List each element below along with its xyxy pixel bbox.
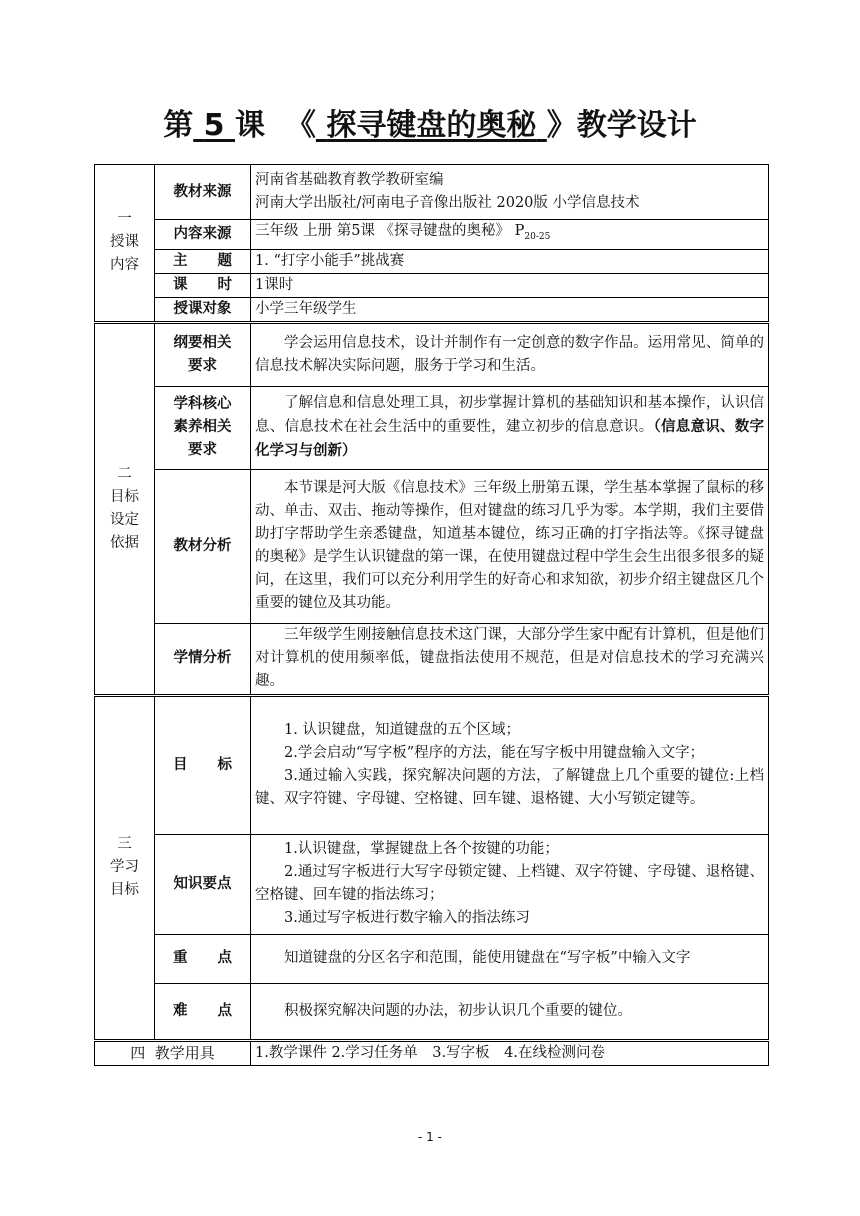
knowledge-item: 2.通过写字板进行大写字母锁定键、上档键、双字符键、字母键、退格键、空格键、回车键的指法练习； (255, 864, 764, 904)
objective-item: 2.学会启动“写字板”程序的方法，能在写字板中用键盘输入文字； (284, 745, 705, 762)
class-hours-value: 1课时 (251, 273, 769, 297)
row-label-topic: 主 题 (155, 249, 251, 273)
textbook-source-line: 河南大学出版社/河南电子音像出版社 2020版 小学信息技术 (255, 195, 640, 211)
syllabus-text: 学会运用信息技术，设计并制作有一定创意的数字作品。运用常见、简单的信息技术解决实际问题，服务于学习和生活。 (251, 322, 769, 386)
row-label-textbook-source: 教材来源 (155, 165, 251, 220)
teaching-tools-value: 1.教学课件 2.学习任务单 3.写字板 4.在线检测问卷 (251, 1040, 769, 1065)
table-row (95, 1040, 769, 1065)
document-title (0, 106, 860, 146)
objective-item: 1. 认识键盘，知道键盘的五个区域； (284, 722, 520, 739)
table-row (95, 983, 769, 1040)
textbook-source-line: 河南省基础教育教学教研室编 (255, 172, 444, 188)
section2-header (95, 322, 155, 695)
section3-number: 三 (117, 836, 132, 853)
section2-name: 目标设定依据 (110, 488, 139, 551)
page-number: - 1 - (418, 1130, 442, 1144)
row-label-class-hours: 课 时 (155, 273, 251, 297)
textbook-analysis-text: 本节课是河大版《信息技术》三年级上册第五课，学生基本掌握了鼠标的移动、单击、双击、拖动等操作，但对键盘的练习几乎为零。本学期，我们主要借助打字帮助学生亲悉键盘，知道基本键位，练习正确的打字指法等。《探寻键盘的奥秘》是学生认识键盘的第一课，在使用键盘过程中学生会生出很多很多的疑问，在这里，我们可以充分利用学生的好奇心和求知欲，初步介绍主键盘区几个重要的键位及其功能。 (251, 469, 769, 623)
row-label-content-source: 内容来源 (155, 220, 251, 250)
lesson-plan-table (94, 164, 769, 1066)
table-row (95, 386, 769, 469)
textbook-source-value (251, 165, 769, 220)
section1-header (95, 165, 155, 323)
objectives-list (251, 695, 769, 834)
key-point-text: 知道键盘的分区名字和范围，能使用键盘在“写字板”中输入文字 (251, 934, 769, 983)
table-row (95, 220, 769, 250)
content-source-text: 三年级 上册 第5课 《探寻键盘的奥秘》 P (255, 223, 525, 239)
section1-name: 授课内容 (110, 234, 139, 274)
row-label-textbook-analysis: 教材分析 (155, 469, 251, 623)
section3-header (95, 695, 155, 1040)
difficulty-text: 积极探究解决问题的办法，初步认识几个重要的键位。 (251, 983, 769, 1040)
row-label-audience: 授课对象 (155, 297, 251, 322)
audience-value: 小学三年级学生 (251, 297, 769, 322)
row-label-key-knowledge: 知识要点 (155, 834, 251, 934)
topic-value: 1. “打字小能手”挑战赛 (251, 249, 769, 273)
section2-number: 二 (117, 465, 132, 482)
section4-header (95, 1040, 251, 1065)
table-row (95, 695, 769, 834)
section1-number: 一 (117, 211, 132, 228)
table-row (95, 934, 769, 983)
row-label-learner-analysis: 学情分析 (155, 623, 251, 695)
table-row (95, 834, 769, 934)
objective-item: 3.通过输入实践，探究解决问题的方法，了解键盘上几个重要的键位:上档键、双字符键、字母键、空格键、回车键、退格键、大小写锁定键等。 (255, 768, 764, 808)
section3-name: 学习目标 (110, 859, 139, 899)
row-label-key-point: 重 点 (155, 934, 251, 983)
lesson-number: 5 (203, 108, 225, 143)
content-source-value (251, 220, 769, 250)
title-prefix: 第 (163, 108, 194, 143)
core-literacy-emphasis: （信息意识、数字化学习与创新） (255, 418, 765, 460)
row-label-syllabus: 纲要相关要求 (155, 322, 251, 386)
table-row (95, 469, 769, 623)
title-suffix: 教学设计 (576, 108, 697, 143)
table-row (95, 165, 769, 220)
section4-name: 教学用具 (154, 1043, 215, 1062)
table-row (95, 297, 769, 322)
key-knowledge-list (251, 834, 769, 934)
lesson-name: 探寻键盘的奥秘 (326, 108, 537, 143)
knowledge-item: 1.认识键盘，掌握键盘上各个按键的功能； (284, 841, 559, 858)
title-close-quote: 》 (546, 108, 577, 143)
title-lesson-word: 课 (234, 108, 265, 143)
learner-analysis-text: 三年级学生刚接触信息技术这门课，大部分学生家中配有计算机，但是他们对计算机的使用频率低，键盘指法使用不规范，但是对信息技术的学习充满兴趣。 (251, 623, 769, 695)
section4-number: 四 (130, 1043, 146, 1062)
page-range-subscript: 20-25 (524, 231, 551, 242)
row-label-core-literacy: 学科核心素养相关要求 (155, 386, 251, 469)
knowledge-item: 3.通过写字板进行数字输入的指法练习 (284, 910, 530, 927)
table-row (95, 273, 769, 297)
row-label-difficulty: 难 点 (155, 983, 251, 1040)
table-row (95, 623, 769, 695)
row-label-objectives: 目 标 (155, 695, 251, 834)
table-row (95, 249, 769, 273)
table-row (95, 322, 769, 386)
title-open-quote: 《 (285, 108, 316, 143)
core-literacy-text: 了解信息和信息处理工具，初步掌握计算机的基础知识和基本操作，认识信息、信息技术在社会生活中的重要性，建立初步的信息意识。（信息意识、数字化学习与创新） (251, 386, 769, 469)
